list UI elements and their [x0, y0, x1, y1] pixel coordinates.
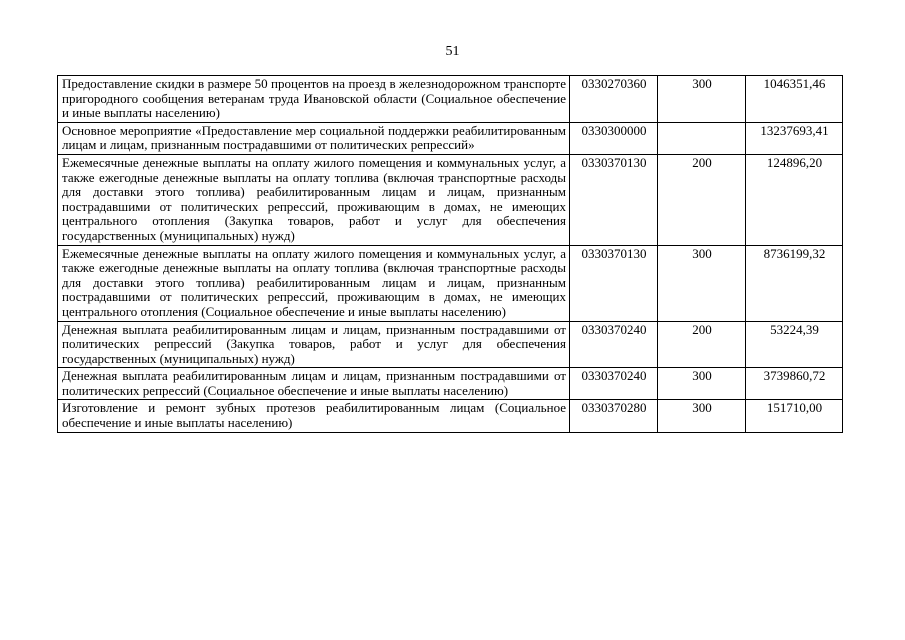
row-amount: 3739860,72 [746, 368, 843, 400]
row-expense-type: 200 [658, 321, 746, 368]
row-code: 0330300000 [570, 122, 658, 154]
table-row [58, 400, 843, 432]
row-name: Изготовление и ремонт зубных протезов реабилитированным лицам (Социальное обеспечение и иные выплаты населению) [58, 400, 570, 432]
row-amount: 53224,39 [746, 321, 843, 368]
row-code: 0330370280 [570, 400, 658, 432]
page-number: 51 [445, 44, 460, 59]
row-amount: 151710,00 [746, 400, 843, 432]
row-code: 0330370130 [570, 245, 658, 321]
row-amount: 124896,20 [746, 154, 843, 245]
row-expense-type: 300 [658, 76, 746, 123]
table-row [58, 321, 843, 368]
row-name: Ежемесячные денежные выплаты на оплату жилого помещения и коммунальных услуг, а также ежегодные денежные выплаты на оплату топлива (включая транспортные расходы для доставки этого топлива) реабилитированным лицам и лицам, признанным пострадавшими от политических репрессий, проживающим в домах, не имеющих центрального отопления (Социальное обеспечение и иные выплаты населению) [58, 245, 570, 321]
row-name: Основное мероприятие «Предоставление мер социальной поддержки реабилитированным лицам и лицам, признанным пострадавшими от политических репрессий» [58, 122, 570, 154]
row-expense-type: 200 [658, 154, 746, 245]
row-amount: 13237693,41 [746, 122, 843, 154]
table-row [58, 245, 843, 321]
row-expense-type: 300 [658, 245, 746, 321]
row-code: 0330370130 [570, 154, 658, 245]
row-expense-type: 300 [658, 368, 746, 400]
row-code: 0330270360 [570, 76, 658, 123]
row-expense-type: 300 [658, 400, 746, 432]
row-code: 0330370240 [570, 368, 658, 400]
row-amount: 8736199,32 [746, 245, 843, 321]
row-amount: 1046351,46 [746, 76, 843, 123]
row-name: Денежная выплата реабилитированным лицам и лицам, признанным пострадавшими от политических репрессий (Социальное обеспечение и иные выплаты населению) [58, 368, 570, 400]
row-name: Предоставление скидки в размере 50 процентов на проезд в железнодорожном транспорте пригородного сообщения ветеранам труда Ивановской области (Социальное обеспечение и иные выплаты населению) [58, 76, 570, 123]
table-row [58, 368, 843, 400]
row-code: 0330370240 [570, 321, 658, 368]
budget-table [57, 75, 843, 433]
row-expense-type [658, 122, 746, 154]
table-row [58, 122, 843, 154]
table-row [58, 154, 843, 245]
row-name: Денежная выплата реабилитированным лицам и лицам, признанным пострадавшими от политических репрессий (Закупка товаров, работ и услуг для обеспечения государственных (муниципальных) нужд) [58, 321, 570, 368]
table-row [58, 76, 843, 123]
row-name: Ежемесячные денежные выплаты на оплату жилого помещения и коммунальных услуг, а также ежегодные денежные выплаты на оплату топлива (включая транспортные расходы для доставки этого топлива) реабилитированным лицам и лицам, признанным пострадавшими от политических репрессий, проживающим в домах, не имеющих центрального отопления (Закупка товаров, работ и услуг для обеспечения государственных (муниципальных) нужд) [58, 154, 570, 245]
